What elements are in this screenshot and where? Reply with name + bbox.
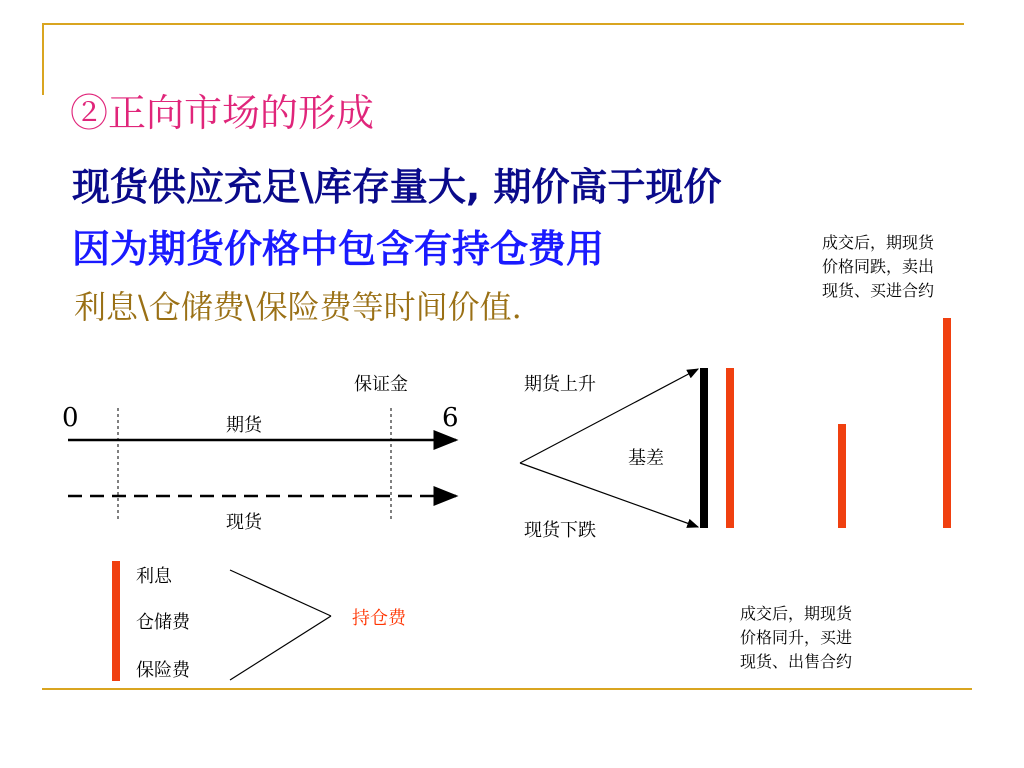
margin-label: 保证金 xyxy=(354,374,408,395)
futures-label: 期货 xyxy=(226,415,262,436)
basis-red-bar-2 xyxy=(838,424,846,528)
top-rule xyxy=(42,23,964,25)
bottom-rule xyxy=(42,688,972,690)
timeline-end: 6 xyxy=(442,403,459,433)
spot-label: 现货 xyxy=(226,512,262,533)
statement-line-1: 现货供应充足\库存量大, 期价高于现价 xyxy=(72,165,722,209)
cost-converge-lines xyxy=(225,560,345,690)
note-top-line-3: 现货、买进合约 xyxy=(822,281,935,300)
slide-title: ②正向市场的形成 xyxy=(70,91,375,135)
basis-red-bar-1 xyxy=(726,368,734,528)
basis-black-bar xyxy=(700,368,708,528)
note-bottom-line-1: 成交后，期现货 xyxy=(740,604,853,623)
left-rule xyxy=(42,23,44,95)
spot-down-label: 现货下跌 xyxy=(524,520,596,541)
note-bottom-line-2: 价格同升，买进 xyxy=(740,628,853,647)
cost-bracket-bar xyxy=(112,561,120,681)
timeline-diagram xyxy=(60,390,470,530)
note-bottom xyxy=(740,602,852,674)
cost-result-label: 持仓费 xyxy=(352,608,406,629)
cost-item-storage: 仓储费 xyxy=(136,612,190,633)
cost-item-insurance: 保险费 xyxy=(136,660,190,681)
basis-label: 基差 xyxy=(628,448,664,469)
note-top-line-2: 价格同跌，卖出 xyxy=(822,257,935,276)
timeline-start: 0 xyxy=(62,403,79,433)
futures-up-label: 期货上升 xyxy=(524,374,596,395)
note-top xyxy=(822,231,934,303)
cost-item-interest: 利息 xyxy=(136,566,172,587)
statement-line-3: 利息\仓储费\保险费等时间价值. xyxy=(74,288,522,326)
statement-line-2: 因为期货价格中包含有持仓费用 xyxy=(72,227,605,271)
note-bottom-line-3: 现货、出售合约 xyxy=(740,652,853,671)
basis-red-bar-3 xyxy=(943,318,951,528)
note-top-line-1: 成交后，期现货 xyxy=(822,233,935,252)
